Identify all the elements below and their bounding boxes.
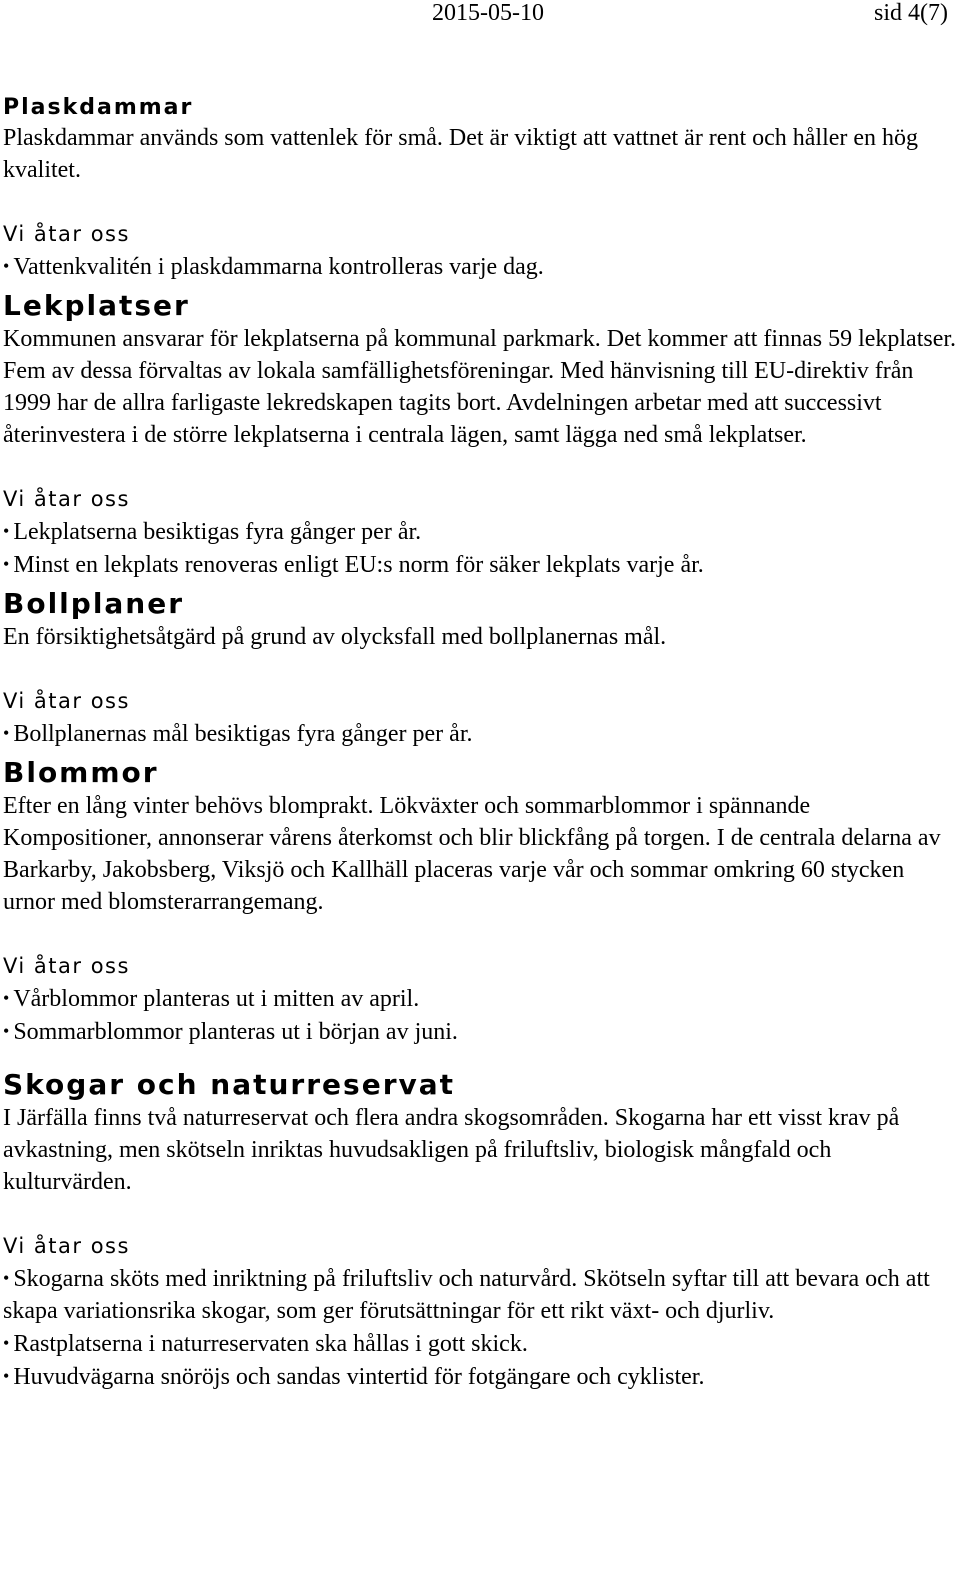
list-item: • Vattenkvalitén i plaskdammarna kontrolleras varje dag.	[3, 254, 544, 280]
section-title: Plaskdammar	[3, 95, 194, 120]
section-title: Lekplatser	[3, 289, 190, 322]
commitment-list	[3, 250, 960, 283]
header-page-number: sid 4(7)	[874, 0, 948, 26]
commitment-heading: Vi åtar oss	[3, 222, 130, 246]
section-title: Skogar och naturreservat	[3, 1068, 456, 1101]
section-blommor	[3, 756, 960, 1048]
section-title: Blommor	[3, 756, 159, 789]
section-text: En försiktighetsåtgärd på grund av olycksfall med bollplanernas mål.	[3, 624, 667, 650]
document-body	[3, 94, 960, 1393]
section-bollplaner	[3, 587, 960, 750]
commitment-heading: Vi åtar oss	[3, 954, 130, 978]
section-skogar	[3, 1068, 960, 1393]
section-text: I Järfälla finns två naturreservat och flera andra skogsområden. Skogarna har ett visst krav på avkastning, men skötseln inriktas huvudsakligen på friluftsliv, biologisk mångfald och kulturvärden.	[3, 1105, 900, 1195]
commitment-list	[3, 1262, 960, 1393]
section-plaskdammar	[3, 94, 960, 283]
section-lekplatser	[3, 289, 960, 581]
list-item: • Rastplatserna i naturreservaten ska hållas i gott skick.	[3, 1331, 528, 1357]
list-item: • Lekplatserna besiktigas fyra gånger per år.	[3, 519, 422, 545]
commitment-heading: Vi åtar oss	[3, 689, 130, 713]
commitment-heading: Vi åtar oss	[3, 487, 130, 511]
list-item: • Minst en lekplats renoveras enligt EU:s norm för säker lekplats varje år.	[3, 552, 704, 578]
commitment-list	[3, 515, 960, 581]
section-text: Efter en lång vinter behövs blomprakt. Lökväxter och sommarblommor i spännande Kompositioner, annonserar vårens återkomst och blir blickfång på torgen. I de centrala delarna av Barkarby, Jakobsberg, Viksjö och Kallhäll placeras varje vår och sommar omkring 60 stycken urnor med blomsterarrangemang.	[3, 793, 941, 915]
header-date: 2015-05-10	[432, 0, 544, 26]
list-item: • Skogarna sköts med inriktning på friluftsliv och naturvård. Skötseln syftar till att bevara och att skapa variationsrika skogar, som ger förutsättningar för ett rikt växt- och djurliv.	[3, 1266, 930, 1324]
list-item: • Bollplanernas mål besiktigas fyra gånger per år.	[3, 721, 473, 747]
section-text: Kommunen ansvarar för lekplatserna på kommunal parkmark. Det kommer att finnas 59 lekplatser. Fem av dessa förvaltas av lokala samfällighetsföreningar. Med hänvisning till EU-direktiv från 1999 har de allra farligaste lekredskapen tagits bort. Avdelningen arbetar med att successivt återinvestera i de större lekplatserna i centrala lägen, samt lägga ned små lekplatser.	[3, 326, 957, 448]
commitment-list	[3, 717, 960, 750]
list-item: • Vårblommor planteras ut i mitten av april.	[3, 986, 420, 1012]
commitment-heading: Vi åtar oss	[3, 1234, 130, 1258]
section-title: Bollplaner	[3, 587, 185, 620]
list-item: • Sommarblommor planteras ut i början av juni.	[3, 1019, 458, 1045]
page-header	[0, 0, 960, 27]
list-item: • Huvudvägarna snöröjs och sandas vintertid för fotgängare och cyklister.	[3, 1364, 705, 1390]
section-text: Plaskdammar används som vattenlek för små. Det är viktigt att vattnet är rent och håller en hög kvalitet.	[3, 125, 919, 183]
commitment-list	[3, 982, 960, 1048]
